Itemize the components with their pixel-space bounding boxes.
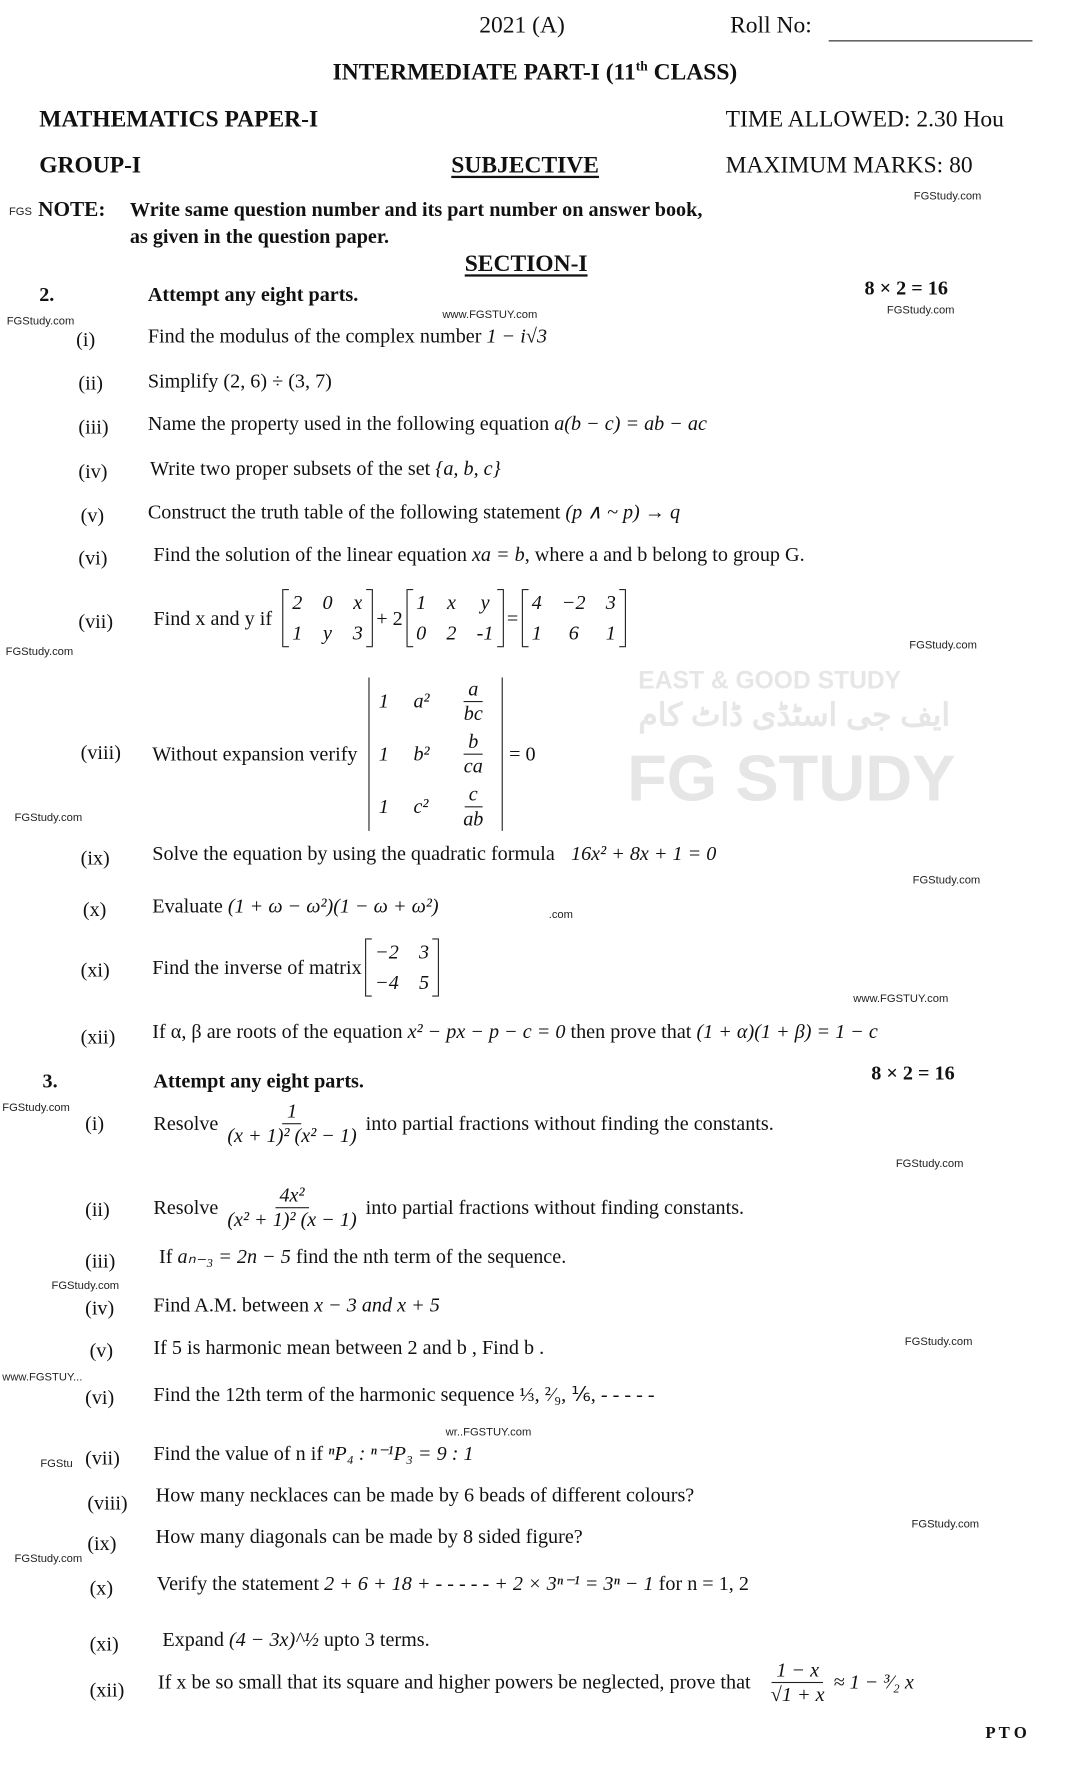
watermark: FGStudy.com (911, 1518, 980, 1531)
denominator: √1 + x (770, 1682, 825, 1705)
q2-part-viii (152, 670, 535, 838)
part-label: (viii) (80, 741, 121, 764)
numerator: 4x² (275, 1183, 309, 1208)
matrix-entry: −4 (375, 970, 399, 994)
fraction (223, 1183, 361, 1231)
part-label: (iii) (85, 1249, 116, 1273)
det-entry: c² (413, 794, 429, 817)
q2-part-xii (152, 1020, 878, 1044)
part-text: Construct the truth table of the following statement (147, 500, 561, 523)
q2-part-v (148, 501, 680, 525)
part-text-2: upto 3 terms. (323, 1628, 430, 1651)
matrix-entry: 1 (416, 591, 427, 614)
watermark: FGStudy.com (14, 811, 83, 825)
part-label: (ii) (85, 1198, 110, 1221)
part-text: Find the value of n if (153, 1442, 324, 1465)
watermark: FGStudy.com (51, 1279, 120, 1293)
part-label: (x) (82, 898, 107, 921)
question-3-marks: 8 × 2 = 16 (871, 1061, 955, 1084)
part-label: (iv) (85, 1296, 115, 1320)
time-allowed: TIME ALLOWED: 2.30 Hou (725, 105, 1004, 133)
q3-part-iii (159, 1245, 566, 1269)
question-3-number: 3. (42, 1069, 58, 1092)
watermark: FGStudy.com (5, 646, 74, 659)
group: GROUP-I (39, 151, 142, 179)
watermark: FGStudy.com (6, 315, 75, 329)
part-math: (4 − 3x)^½ (228, 1628, 319, 1651)
logo-watermark-urdu: ایف جی اسٹڈی ڈاٹ کام (638, 697, 951, 733)
numerator: 1 (282, 1099, 301, 1124)
matrix-entry: 2 (446, 621, 457, 644)
title-sup: th (635, 58, 648, 74)
part-math: {a, b, c} (435, 456, 501, 480)
operator: = (506, 606, 519, 629)
part-label: (v) (80, 503, 105, 527)
part-text: Find the inverse of matrix (152, 955, 362, 979)
part-text: How many necklaces can be made by 6 beads of different colours? (155, 1483, 695, 1507)
part-label: (ix) (80, 846, 110, 869)
part-text: How many diagonals can be made by 8 sided figure? (155, 1525, 583, 1548)
part-text: Find x and y if (153, 606, 273, 629)
part-text: Find A.M. between (153, 1293, 310, 1316)
det-rhs: = 0 (509, 741, 536, 765)
matrix-entry: y (323, 621, 333, 644)
matrix-entry: -1 (476, 621, 494, 644)
part-math-2: (1 + α)(1 + β) = 1 − c (696, 1020, 878, 1043)
section-heading: SECTION-I (464, 249, 588, 277)
denominator: (x² + 1)² (x − 1) (227, 1207, 357, 1231)
matrix-c (522, 589, 626, 647)
operator: + 2 (376, 606, 403, 629)
q2-part-ix (152, 842, 716, 866)
part-label: (vii) (78, 610, 114, 633)
paper-type: SUBJECTIVE (451, 151, 599, 179)
det-fraction (459, 730, 488, 778)
matrix-entry: −2 (375, 940, 399, 964)
question-2-instruction: Attempt any eight parts. (147, 283, 359, 306)
determinant (369, 677, 503, 830)
det-entry: a² (413, 689, 430, 712)
roll-no-line (829, 40, 1033, 41)
watermark: FGStudy.com (2, 1101, 70, 1115)
denominator: bc (463, 701, 483, 724)
matrix-entry: 2 (292, 591, 303, 614)
q2-part-x (152, 895, 438, 919)
part-math: ⅓, ²⁄₉, ⅙, - - - - - (519, 1382, 655, 1406)
logo-watermark: FG STUDY (627, 742, 956, 816)
watermark: FGStudy.com (913, 190, 982, 203)
part-label: (viii) (87, 1491, 128, 1514)
part-label: (ix) (87, 1531, 117, 1555)
part-text: Verify the statement (156, 1572, 320, 1595)
watermark: FGS (8, 206, 32, 219)
q3-part-i (153, 1092, 773, 1155)
part-text: Simplify (147, 369, 219, 392)
roll-no-label: Roll No: (730, 11, 812, 39)
maximum-marks: MAXIMUM MARKS: 80 (725, 151, 973, 179)
q2-part-iv (150, 457, 501, 481)
part-text: Expand (162, 1628, 224, 1651)
part-label: (xi) (89, 1632, 119, 1656)
watermark: www.FGSTUY.com (853, 993, 949, 1006)
part-math: xa = b (471, 543, 525, 566)
part-label: (vi) (78, 546, 108, 569)
watermark: FGStudy.com (904, 1335, 973, 1349)
part-label: (vii) (85, 1446, 120, 1470)
part-text: If 5 is harmonic mean between 2 and b , Find b . (153, 1335, 545, 1359)
part-text-2: into partial fractions without finding the constants. (365, 1111, 774, 1134)
part-math: ≈ 1 − ³⁄₂ x (833, 1670, 914, 1693)
q3-part-iv (153, 1293, 439, 1317)
part-math: 16x² + 8x + 1 = 0 (571, 842, 717, 865)
det-entry: 1 (378, 741, 389, 765)
watermark: FGStudy.com (895, 1157, 964, 1171)
numerator: b (464, 730, 483, 755)
q2-part-i (148, 325, 547, 349)
q3-part-v (153, 1336, 544, 1360)
part-text: Resolve (153, 1195, 219, 1218)
q2-part-vii (153, 585, 629, 652)
part-text: Evaluate (152, 894, 223, 918)
q2-part-ii (148, 370, 332, 394)
part-label: (iv) (78, 460, 108, 483)
matrix-b (406, 589, 503, 647)
watermark: FGStudy.com (14, 1553, 83, 1566)
exam-title (333, 58, 738, 86)
part-text-2: , where a and b belong to group G. (524, 543, 805, 566)
part-text: Without expansion verify (152, 741, 358, 765)
watermark: FGStudy.com (909, 639, 977, 652)
q3-part-xii (158, 1651, 914, 1714)
matrix-entry: 3 (418, 940, 430, 964)
part-text-2: for n = 1, 2 (658, 1572, 749, 1595)
matrix-entry: 1 (531, 621, 542, 644)
matrix (365, 938, 439, 996)
question-2-marks: 8 × 2 = 16 (864, 276, 948, 299)
matrix-entry: 1 (292, 621, 303, 644)
watermark: FGStudy.com (912, 874, 981, 887)
part-label: (xii) (89, 1678, 125, 1701)
matrix-entry: 3 (352, 621, 363, 644)
part-label: (x) (89, 1576, 114, 1600)
watermark: wr..FGSTUY.com (445, 1426, 532, 1439)
part-label: (xii) (80, 1025, 116, 1049)
part-text: If x be so small that its square and higher powers be neglected, prove that (157, 1670, 751, 1693)
denominator: (x + 1)² (x² − 1) (227, 1123, 357, 1147)
paper-year: 2021 (A) (479, 11, 565, 39)
part-label: (xi) (80, 958, 110, 981)
part-text: If (159, 1245, 173, 1268)
q2-part-iii (148, 412, 707, 436)
part-math: x² − px − p − c = 0 (407, 1020, 566, 1043)
numerator: a (464, 677, 483, 702)
matrix-entry: 5 (418, 970, 430, 994)
part-text: If α, β are roots of the equation (152, 1020, 403, 1043)
q3-part-x (157, 1572, 749, 1596)
det-entry: 1 (378, 794, 389, 817)
subject: MATHEMATICS PAPER-I (39, 105, 319, 133)
part-text-2: then prove that (570, 1020, 692, 1043)
denominator: ca (463, 754, 483, 777)
matrix-entry: 4 (531, 591, 542, 614)
matrix-entry: −2 (561, 591, 586, 614)
part-math: (p ∧ ~ p) → q (565, 500, 681, 523)
det-fraction (459, 782, 488, 830)
matrix-entry: x (353, 591, 363, 614)
matrix-a (282, 589, 373, 647)
question-2-number: 2. (39, 283, 55, 306)
part-math: a(b − c) = ab − ac (554, 412, 707, 435)
note-line-2: as given in the question paper. (129, 225, 390, 248)
logo-watermark-tagline: EAST & GOOD STUDY (638, 666, 902, 695)
title-text: INTERMEDIATE PART-I (11 (332, 58, 636, 86)
part-label: (iii) (78, 415, 109, 438)
det-fraction (459, 677, 488, 725)
part-math: (1 + ω − ω²)(1 − ω + ω²) (227, 894, 439, 918)
part-text: Find the 12th term of the harmonic sequence (153, 1382, 515, 1406)
note-line-1: Write same question number and its part number on answer book, (129, 198, 703, 221)
denominator: ab (463, 806, 484, 830)
part-text-2: find the nth term of the sequence. (295, 1245, 567, 1268)
part-math: 2 + 6 + 18 + - - - - - + 2 × 3ⁿ⁻¹ = 3ⁿ − 1 (324, 1572, 654, 1595)
q3-part-xi (162, 1628, 429, 1652)
watermark: www.FGSTUY... (2, 1371, 83, 1385)
det-entry: 1 (378, 689, 389, 712)
matrix-entry: y (480, 591, 490, 614)
numerator: 1 − x (772, 1658, 824, 1683)
part-label: (vi) (85, 1386, 115, 1409)
q2-part-vi (153, 543, 804, 567)
matrix-entry: 1 (605, 621, 616, 644)
part-text: Resolve (153, 1111, 219, 1134)
watermark: .com (548, 909, 573, 922)
note-label: NOTE: (38, 198, 106, 222)
q2-part-xi (152, 936, 442, 999)
part-math: x − 3 and x + 5 (314, 1293, 440, 1316)
part-label: (i) (76, 328, 96, 351)
pto-label: P T O (985, 1724, 1027, 1743)
question-3-instruction: Attempt any eight parts. (153, 1069, 364, 1092)
fraction (766, 1658, 829, 1706)
watermark: www.FGSTUY.com (442, 309, 538, 322)
part-math: 1 − i√3 (486, 324, 548, 348)
det-entry: b² (413, 741, 430, 765)
q3-part-vi (153, 1383, 654, 1407)
matrix-entry: 6 (568, 621, 579, 644)
part-text: Find the modulus of the complex number (147, 324, 482, 348)
part-text: Write two proper subsets of the set (150, 456, 431, 480)
matrix-entry: 0 (416, 621, 427, 644)
part-math: aₙ₋₃ = 2n − 5 (177, 1245, 291, 1268)
part-label: (i) (85, 1111, 105, 1135)
part-math: (2, 6) ÷ (3, 7) (223, 369, 332, 392)
part-text: Name the property used in the following equation (147, 412, 550, 435)
q3-part-viii (156, 1484, 695, 1508)
q3-part-ii (153, 1176, 744, 1239)
part-math: ⁿP₄ : ⁿ⁻¹P₃ = 9 : 1 (328, 1442, 474, 1465)
matrix-entry: 3 (605, 591, 616, 614)
watermark: FGStudy.com (886, 304, 955, 317)
numerator: c (464, 782, 482, 807)
title-end: CLASS) (647, 58, 738, 86)
matrix-entry: 0 (322, 591, 333, 614)
q3-part-vii (153, 1442, 473, 1466)
part-label: (ii) (78, 371, 104, 395)
fraction (223, 1099, 361, 1147)
part-text: Solve the equation by using the quadratic formula (152, 842, 555, 865)
part-label: (v) (89, 1339, 114, 1362)
q3-part-ix (156, 1525, 583, 1549)
watermark: FGStu (40, 1457, 73, 1471)
part-text: Find the solution of the linear equation (153, 543, 467, 566)
matrix-entry: x (446, 591, 456, 614)
part-text-2: into partial fractions without finding constants. (365, 1195, 745, 1218)
